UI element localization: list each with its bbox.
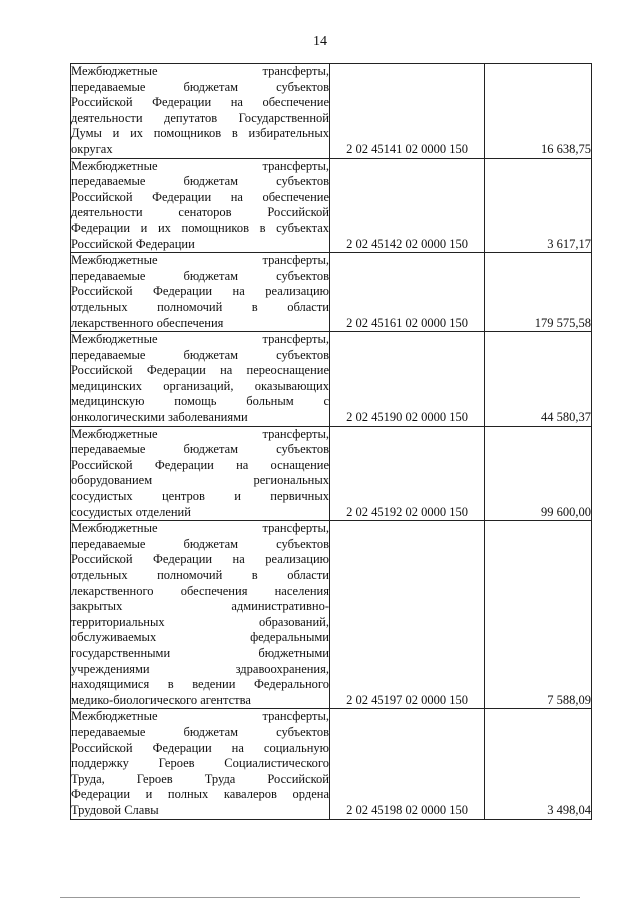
description-line: Российской Федерации на оснащение: [71, 457, 329, 472]
description-line: медико-биологического агентства: [71, 692, 251, 707]
description-line: отдельных полномочий в области: [71, 568, 329, 582]
description-line: медицинских организаций, оказывающих: [71, 378, 329, 393]
description-line: Российской Федерации на переоснащение: [71, 363, 329, 378]
table-body: [71, 64, 592, 820]
description-line: Федерации и их помощников в субъектах: [71, 220, 329, 235]
amount-value: 3 617,17: [485, 158, 592, 253]
description-line: передаваемые бюджетам субъектов: [71, 268, 329, 283]
description-line: передаваемые бюджетам субъектов: [71, 442, 329, 457]
footer-rule: [60, 897, 580, 898]
description-line: закрытых административно-: [71, 599, 329, 614]
description-line: лекарственного обеспечения населения: [71, 583, 329, 598]
row-description: [71, 253, 330, 332]
description-line: Российской Федерации на обеспечение: [71, 95, 329, 110]
description-line: Российской Федерации на обеспечение: [71, 189, 329, 204]
amount-value: 7 588,09: [485, 521, 592, 709]
table-row: [71, 521, 592, 709]
budget-classification-code: 2 02 45198 02 0000 150: [330, 709, 485, 819]
description-line: Российской Федерации: [71, 236, 195, 251]
description-line: территориальных образований,: [71, 614, 329, 629]
row-description: [71, 426, 330, 521]
description-line: сосудистых отделений: [71, 504, 191, 519]
budget-classification-code: 2 02 45197 02 0000 150: [330, 521, 485, 709]
description-line: лекарственного обеспечения: [71, 315, 224, 330]
description-line: передаваемые бюджетам субъектов: [71, 347, 329, 362]
description-line: Межбюджетные трансферты,: [71, 64, 329, 78]
description-line: Межбюджетные трансферты,: [71, 253, 329, 268]
amount-value: 99 600,00: [485, 426, 592, 521]
table-row: [71, 426, 592, 521]
description-line: государственными бюджетными: [71, 645, 329, 660]
description-line: передаваемые бюджетам субъектов: [71, 79, 329, 94]
description-line: Труда, Героев Труда Российской: [71, 771, 329, 786]
amount-value: 179 575,58: [485, 253, 592, 332]
description-line: Думы и их помощников в избирательных: [71, 126, 329, 141]
description-line: обслуживаемых федеральными: [71, 630, 329, 645]
description-line: Трудовой Славы: [71, 802, 159, 817]
amount-value: 44 580,37: [485, 332, 592, 427]
budget-classification-code: 2 02 45161 02 0000 150: [330, 253, 485, 332]
row-description: [71, 64, 330, 159]
description-line: находящимися в ведении Федерального: [71, 677, 329, 692]
description-line: Межбюджетные трансферты,: [71, 521, 329, 536]
row-description: [71, 709, 330, 819]
description-line: передаваемые бюджетам субъектов: [71, 724, 329, 739]
description-line: Межбюджетные трансферты,: [71, 709, 329, 724]
description-line: Межбюджетные трансферты,: [71, 332, 329, 347]
description-line: оборудованием региональных: [71, 473, 329, 488]
budget-transfers-table: [70, 63, 592, 820]
table-row: [71, 64, 592, 159]
description-line: Межбюджетные трансферты,: [71, 158, 329, 173]
description-line: Федерации и полных кавалеров ордена: [71, 787, 329, 802]
table-row: [71, 709, 592, 819]
description-line: Российской Федерации на социальную: [71, 740, 329, 755]
table-row: [71, 253, 592, 332]
table-row: [71, 332, 592, 427]
description-line: медицинскую помощь больным с: [71, 394, 329, 409]
budget-classification-code: 2 02 45142 02 0000 150: [330, 158, 485, 253]
row-description: [71, 332, 330, 427]
description-line: Российской Федерации на реализацию: [71, 552, 329, 567]
budget-classification-code: 2 02 45192 02 0000 150: [330, 426, 485, 521]
description-line: онкологическими заболеваниями: [71, 410, 248, 425]
description-line: учреждениями здравоохранения,: [71, 661, 329, 676]
description-line: передаваемые бюджетам субъектов: [71, 536, 329, 551]
description-line: сосудистых центров и первичных: [71, 489, 329, 504]
budget-classification-code: 2 02 45190 02 0000 150: [330, 332, 485, 427]
description-line: поддержку Героев Социалистического: [71, 756, 329, 771]
description-line: деятельности сенаторов Российской: [71, 205, 329, 220]
table-row: [71, 158, 592, 253]
row-description: [71, 521, 330, 709]
description-line: округах: [71, 141, 113, 156]
budget-classification-code: 2 02 45141 02 0000 150: [330, 64, 485, 159]
amount-value: 3 498,04: [485, 709, 592, 819]
amount-value: 16 638,75: [485, 64, 592, 159]
page-number: 14: [313, 34, 327, 49]
description-line: отдельных полномочий в области: [71, 299, 329, 314]
row-description: [71, 158, 330, 253]
description-line: передаваемые бюджетам субъектов: [71, 174, 329, 189]
description-line: деятельности депутатов Государственной: [71, 110, 329, 125]
description-line: Межбюджетные трансферты,: [71, 426, 329, 441]
description-line: Российской Федерации на реализацию: [71, 284, 329, 299]
